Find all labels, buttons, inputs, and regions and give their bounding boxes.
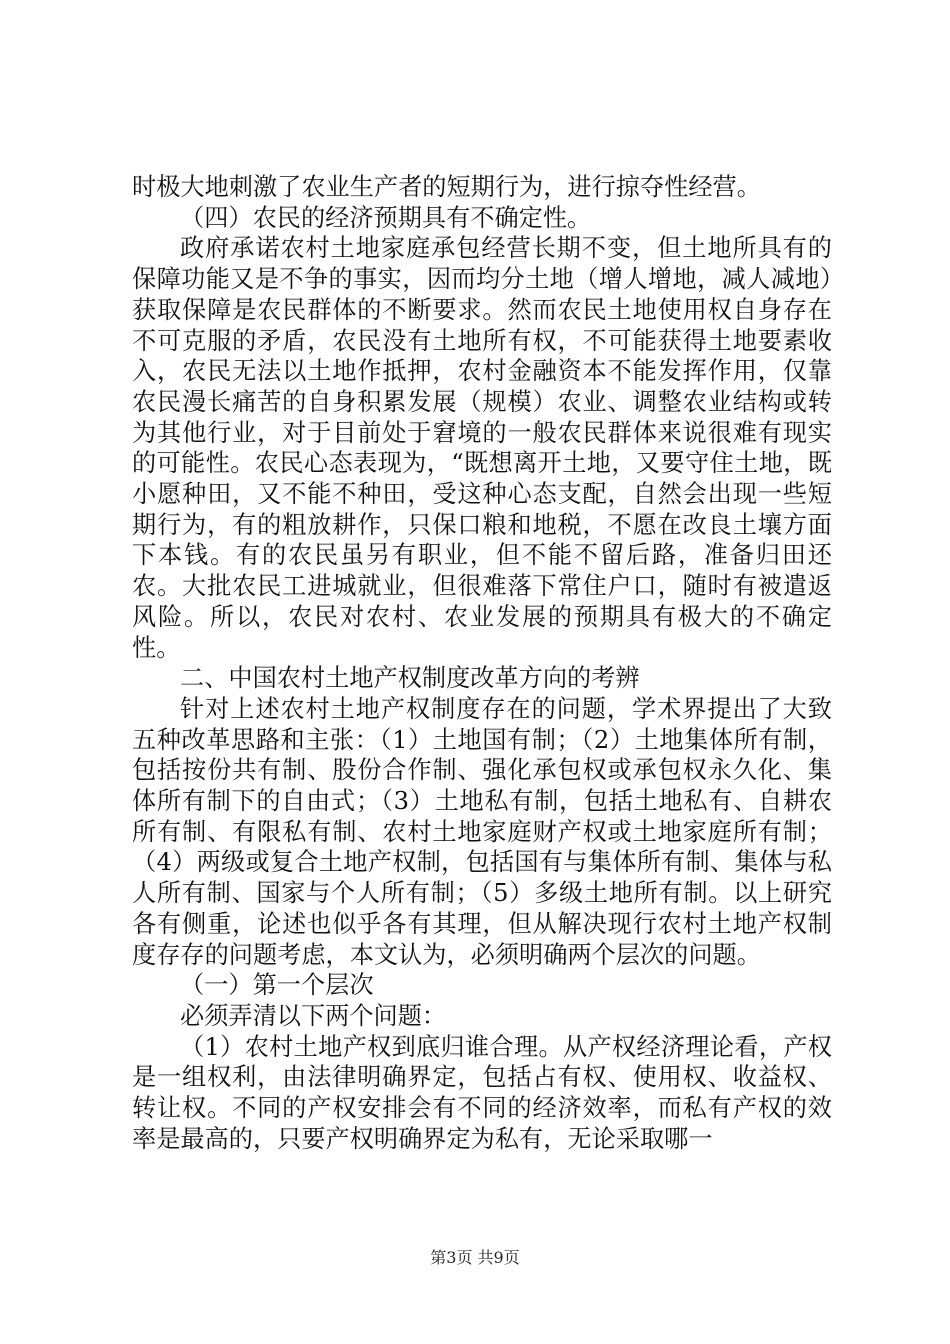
paragraph: （四）农民的经济预期具有不确定性。 [180,203,592,232]
paragraph: （1）农村土地产权到底归谁合理。从产权经济理论看，产权是一组权利，由法律明确界定，包括占有权、使用权、收益权、转让权。不同的产权安排会有不同的经济效率，而私有产权的效率是最高的，只要产权明确界定为私有，无论采取哪一 [132,1032,832,1153]
paragraph: 必须弄清以下两个问题： [180,1001,447,1030]
subsection-heading: （一）第一个层次 [180,971,374,1000]
section-heading: 二、中国农村土地产权制度改革方向的考辨 [180,664,640,693]
paragraph: 针对上述农村土地产权制度存在的问题，学术界提出了大致五种改革思路和主张：（1）土地国有制；（2）土地集体所有制，包括按份共有制、股份合作制、强化承包权或承包权永久化、集体所有制下的自由式；（3）土地私有制，包括土地私有、自耕农所有制、有限私有制、农村土地家庭财产权或土地家庭所有制；（4）两级或复合土地产权制，包括国有与集体所有制、集体与私人所有制、国家与个人所有制；（5）多级土地所有制。以上研究各有侧重，论述也似乎各有其理，但从解决现行农村土地产权制度存存的问题考虑，本文认为，必须明确两个层次的问题。 [132,694,832,969]
paragraph: 时极大地刺激了农业生产者的短期行为，进行掠夺性经营。 [132,173,761,201]
page-footer: 第3页 共9页 [430,1248,520,1267]
paragraph: 政府承诺农村土地家庭承包经营长期不变，但土地所具有的保障功能又是不争的事实，因而均分土地（增人增地，减人减地）获取保障是农民群体的不断要求。然而农民土地使用权自身存在不可克服的矛盾，农民没有土地所有权，不可能获得土地要素收入，农民无法以土地作抵押，农村金融资本不能发挥作用，仅靠农民漫长痛苦的自身积累发展（规模）农业、调整农业结构或转为其他行业，对于目前处于窘境的一般农民群体来说很难有现实的可能性。农民心态表现为，“既想离开土地，又要守住土地，既小愿种田，又不能不种田，受这种心态支配，自然会出现一些短期行为，有的粗放耕作，只保口粮和地税，不愿在改良土壤方面下本钱。有的农民虽另有职业，但不能不留后路，准备归田还农。大批农民工进城就业，但很难落下常住户口，随时有被遣返风险。所以，农民对农村、农业发展的预期具有极大的不确定性。 [132,234,832,662]
body-text [132,172,832,1155]
